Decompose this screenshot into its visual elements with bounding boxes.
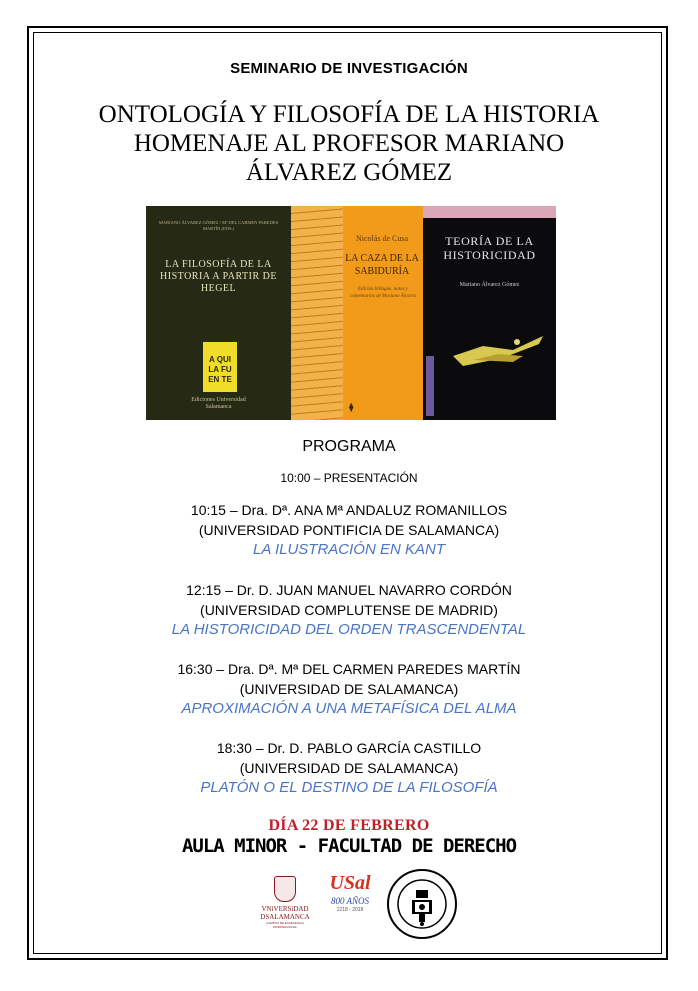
session-institution: (UNIVERSIDAD DE SALAMANCA) (239, 760, 459, 776)
opening-session: 10:00 – PRESENTACIÓN (280, 471, 418, 485)
session-speaker: 18:30 – Dr. D. PABLO GARCÍA CASTILLO (216, 740, 482, 756)
book-author: Mariano Álvarez Gómez (459, 282, 520, 288)
publisher-spine-mark (426, 356, 434, 416)
session-talk: LA ILUSTRACIÓN EN KANT (253, 541, 445, 558)
title-line-3: ÁLVAREZ GÓMEZ (245, 159, 453, 186)
book-cover-filosofia-historia (146, 206, 291, 420)
usal-logo-line-1: VNiVERSiDAD (261, 905, 309, 913)
university-seal-icon (386, 868, 458, 940)
publisher-logo-icon: ⧫ (349, 402, 354, 412)
usal-logo-line-2: DSALAMANCA (260, 913, 310, 921)
book-title: LA CAZA DE LA SABIDURÍA (345, 253, 419, 277)
session-institution: (UNIVERSIDAD PONTIFICIA DE SALAMANCA) (198, 522, 500, 538)
session-speaker: 12:15 – Dr. D. JUAN MANUEL NAVARRO CORDÓN (186, 582, 512, 598)
usal-800-range: 1218 - 2018 (336, 907, 364, 913)
session-1 (0, 500, 698, 560)
session-2 (0, 580, 698, 640)
kicker: SEMINARIO DE INVESTIGACIÓN (230, 60, 468, 77)
book-author: Nicolás de Cusa (356, 234, 408, 243)
usal-800-years: 800 AÑOS (330, 896, 370, 906)
session-speaker: 16:30 – Dra. Dª. Mª DEL CARMEN PAREDES MARTÍN (177, 661, 521, 677)
session-talk: APROXIMACIÓN A UNA METAFÍSICA DEL ALMA (181, 700, 517, 717)
program-heading: PROGRAMA (302, 438, 396, 455)
session-4 (0, 738, 698, 798)
usal-logo (254, 876, 316, 929)
title-line-1: ONTOLOGÍA Y FILOSOFÍA DE LA HISTORIA (98, 101, 600, 128)
session-institution: (UNIVERSIDAD DE SALAMANCA) (239, 681, 459, 697)
usal-logo-line-3: CAMPUS DE EXCELENCIA INTERNACIONAL (266, 921, 304, 929)
book-title: LA FILOSOFÍA DE LA HISTORIA A PARTIR DE HEGEL (160, 259, 277, 294)
title-line-2: HOMENAJE AL PROFESOR MARIANO (133, 130, 565, 157)
book-publisher: Ediciones Universidad Salamanca (191, 397, 246, 410)
session-speaker: 10:15 – Dra. Dª. ANA Mª ANDALUZ ROMANILLOS (190, 502, 508, 518)
book-cover-historicidad (423, 206, 556, 420)
book-title: TEORÍA DE LA HISTORICIDAD (443, 234, 536, 262)
event-venue: AULA MINOR - FACULTAD DE DERECHO (181, 835, 517, 857)
usal-crest-icon (274, 876, 296, 902)
book-series-band (423, 206, 556, 218)
book-covers (146, 206, 556, 420)
night-scene-illustration (443, 316, 553, 376)
book-subtitle: Edición bilingüe, notas y comentarios de Mariano Álvarez (350, 287, 416, 299)
usal-800-logo (326, 870, 374, 914)
manuscript-illustration (291, 206, 343, 420)
session-talk: LA HISTORICIDAD DEL ORDEN TRASCENDENTAL (171, 621, 527, 638)
book-cover-caza-sabiduria (291, 206, 423, 420)
series-logo: A QUI LA FU EN TE (203, 342, 237, 392)
book-author: MARIANO ÁLVAREZ GÓMEZ / Mª DEL CARMEN PAREDES MARTÍN (EDS.) (158, 220, 279, 231)
event-date: DÍA 22 DE FEBRERO (268, 817, 430, 834)
footer-logos (0, 868, 698, 948)
usal-800-word: USal (329, 872, 371, 894)
session-talk: PLATÓN O EL DESTINO DE LA FILOSOFÍA (200, 779, 498, 796)
session-institution: (UNIVERSIDAD COMPLUTENSE DE MADRID) (200, 602, 498, 618)
session-3 (0, 659, 698, 719)
